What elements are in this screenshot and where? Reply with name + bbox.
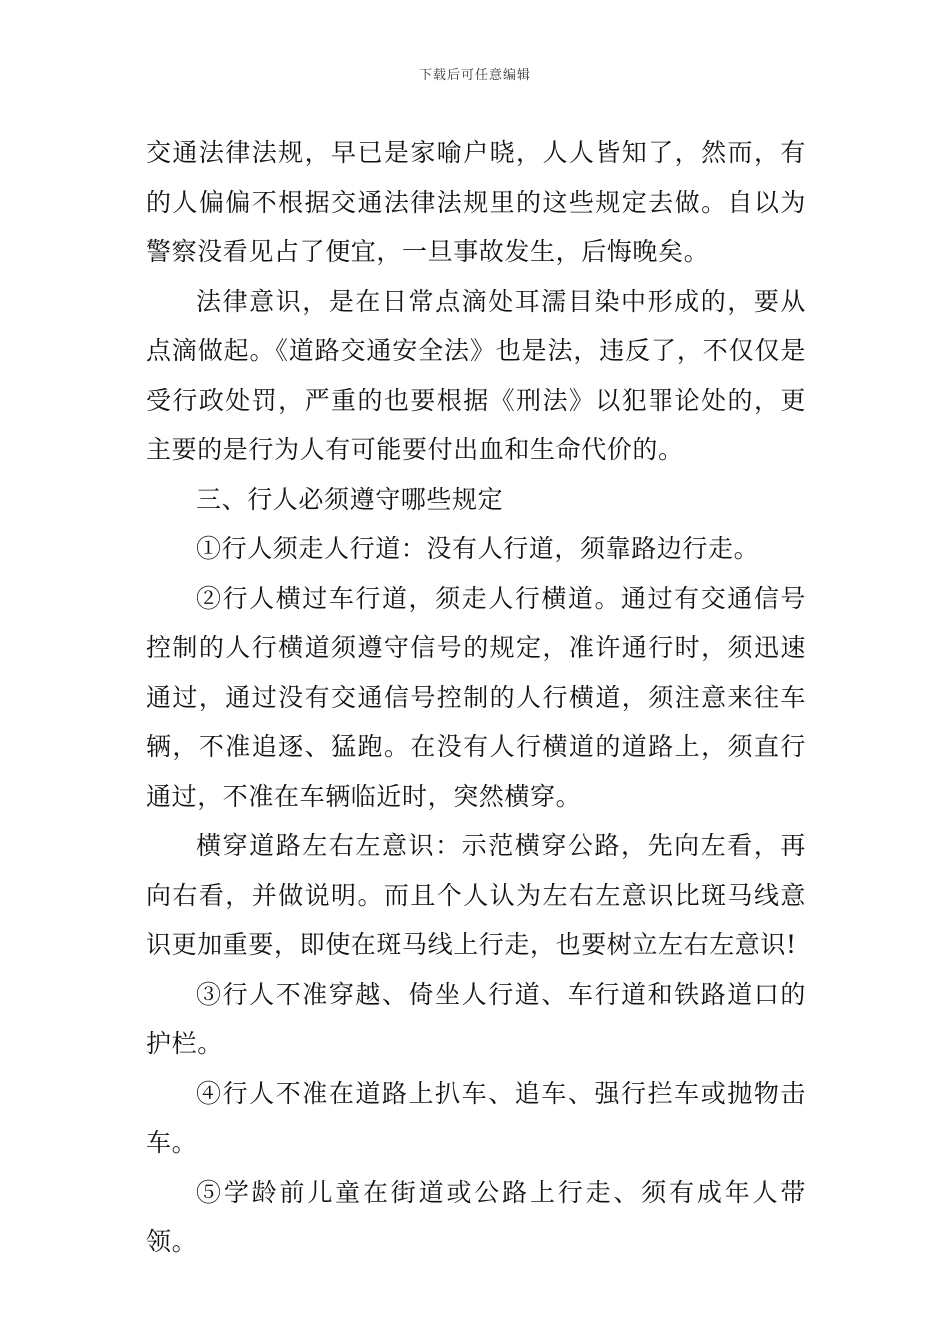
section-heading-pedestrian-rules: 三、行人必须遵守哪些规定	[196, 484, 504, 514]
rule-item-2: ②行人横过车行道，须走人行横道。通过有交通信号控制的人行横道须遵守信号的规定，准许通行时，须迅速通过，通过没有交通信号控制的人行横道，须注意来往车辆，不准追逐、猛跑。在没有人行横道的道路上，须直行通过，不准在车辆临近时，突然横穿。	[146, 583, 806, 811]
paragraph-left-right-left: 横穿道路左右左意识：示范横穿公路，先向左看，再向右看，并做说明。而且个人认为左右左意识比斑马线意识更加重要，即使在斑马线上行走，也要树立左右左意识!	[146, 831, 806, 959]
rule-item-4: ④行人不准在道路上扒车、追车、强行拦车或抛物击车。	[146, 1078, 806, 1157]
page-header: 下载后可任意编辑	[418, 68, 531, 83]
rule-item-3: ③行人不准穿越、倚坐人行道、车行道和铁路道口的护栏。	[146, 979, 806, 1058]
paragraph-legal-awareness: 法律意识，是在日常点滴处耳濡目染中形成的，要从点滴做起。《道路交通安全法》也是法，违反了，不仅仅是受行政处罚，严重的也要根据《刑法》以犯罪论处的，更主要的是行为人有可能要付出血和生命代价的。	[146, 286, 806, 464]
rule-item-1: ①行人须走人行道：没有人行道，须靠路边行走。	[196, 534, 760, 563]
rule-item-5: ⑤学龄前儿童在街道或公路上行走、须有成年人带领。	[146, 1177, 806, 1256]
paragraph-traffic-laws: 交通法律法规，早已是家喻户晓，人人皆知了，然而，有的人偏偏不根据交通法律法规里的这些规定去做。自以为警察没看见占了便宜，一旦事故发生，后悔晚矣。	[146, 138, 806, 266]
document-body	[146, 128, 806, 1267]
